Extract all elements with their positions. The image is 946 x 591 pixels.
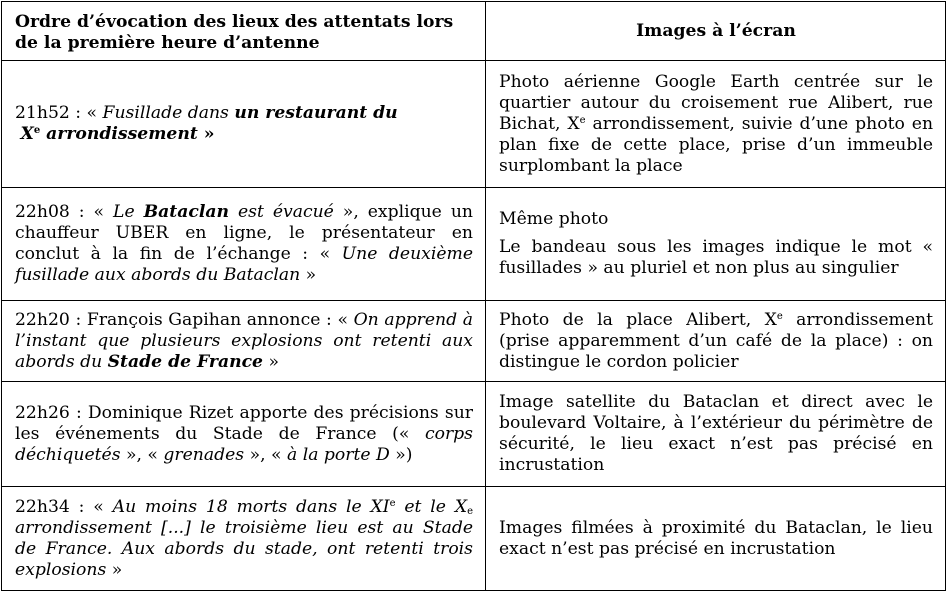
table-header-row: [2, 2, 946, 61]
row5-location: 22h34 : « Au moins 18 morts dans le XIe et le $X_e$ arrondissement [...] le troisième lieu est au Stade de France. Aux abords du stade, ont retenti trois explosions »: [2, 487, 486, 591]
attacks-table: [1, 1, 946, 591]
table-row: [2, 487, 946, 591]
row3-time: 22h20 :: [15, 309, 82, 330]
header-col1: Ordre d’évocation des lieux des attentats lors de la première heure d’antenne: [2, 2, 486, 61]
header-col2: Images à l’écran: [486, 2, 946, 61]
row5-images: Images filmées à proximité du Bataclan, le lieu exact n’est pas précisé en incrustation: [486, 487, 946, 591]
table-row: [2, 61, 946, 188]
row4-location: 22h26 : Dominique Rizet apporte des précisions sur les événements du Stade de France (« corps déchiquetés », « grenades », « à la porte D »): [2, 382, 486, 487]
row2-time: 22h08 :: [15, 202, 85, 222]
row2-images-line1: Même photo: [499, 209, 609, 229]
row1-location: 21h52 : « Fusillade dans un restaurant du Xe arrondissement »: [2, 61, 486, 188]
row5-time: 22h34 :: [15, 496, 85, 517]
row1-images: Photo aérienne Google Earth centrée sur le quartier autour du croisement rue Alibert, rue Bichat, Xe arrondissement, suivie d’une photo en plan fixe de cette place, prise d’un immeuble surplombant la place: [486, 61, 946, 188]
row3-images: Photo de la place Alibert, Xe arrondissement (prise apparemment d’un café de la place) : on distingue le cordon policier: [486, 301, 946, 382]
row2-location: 22h08 : « Le Bataclan est évacué », explique un chauffeur UBER en ligne, le présentateur en conclut à la fin de l’échange : « Une deuxième fusillade aux abords du Bataclan »: [2, 188, 486, 301]
row1-time: 21h52 :: [15, 103, 82, 123]
row4-time: 22h26 :: [15, 402, 82, 423]
row4-images: Image satellite du Bataclan et direct avec le boulevard Voltaire, à l’extérieur du périmètre de sécurité, le lieu exact n’est pas précisé en incrustation: [486, 382, 946, 487]
table-row: [2, 382, 946, 487]
row3-location: 22h20 : François Gapihan annonce : « On apprend à l’instant que plusieurs explosions ont retenti aux abords du Stade de France »: [2, 301, 486, 382]
row2-images: [486, 188, 946, 301]
table-row: [2, 188, 946, 301]
table-row: [2, 301, 946, 382]
row2-images-line2: Le bandeau sous les images indique le mot « fusillades » au pluriel et non plus au singulier: [499, 237, 933, 278]
